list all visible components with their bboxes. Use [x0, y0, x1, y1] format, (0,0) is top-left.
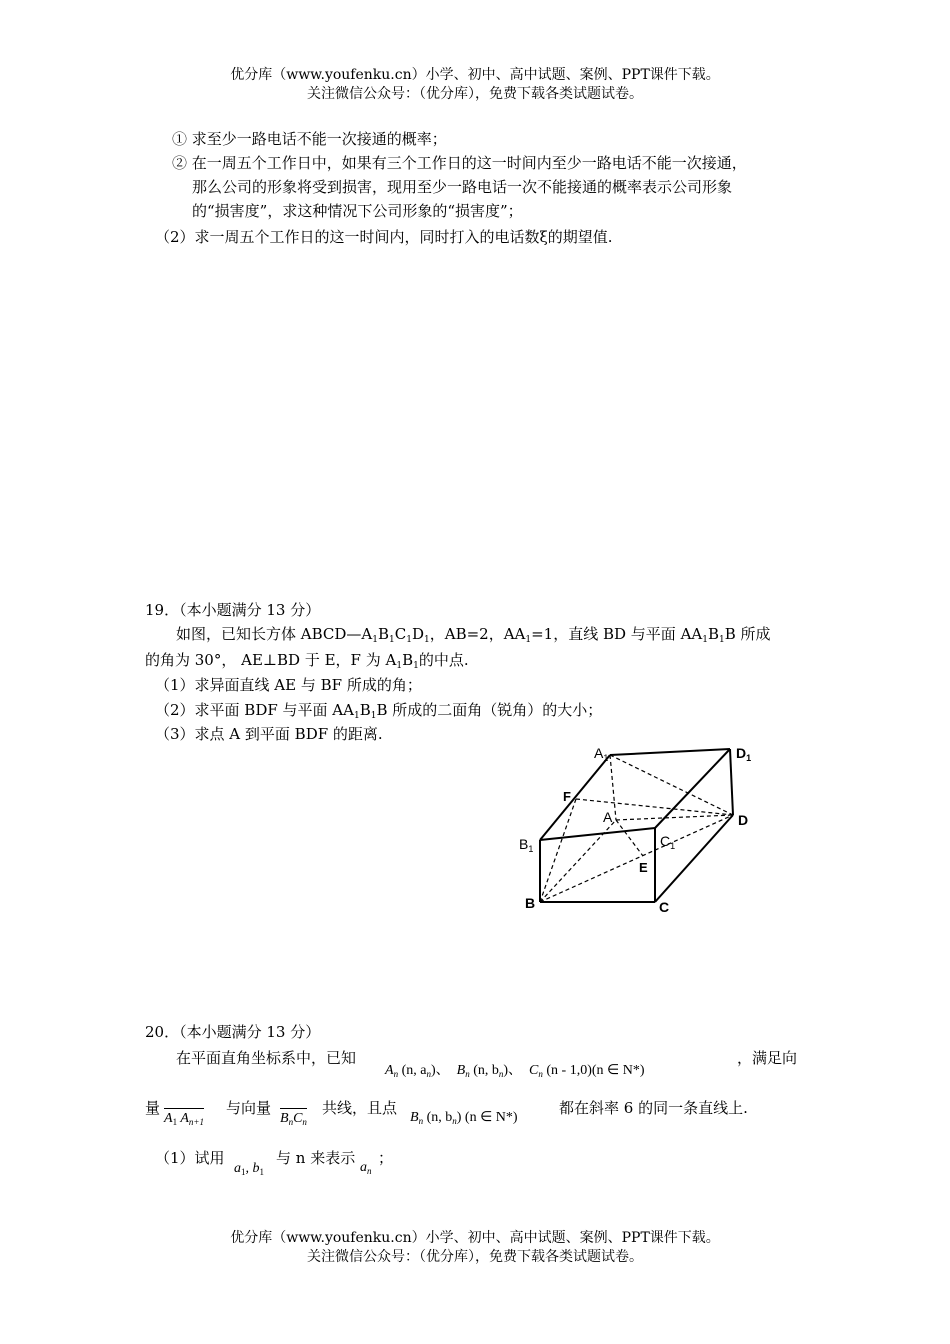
label-D: D	[738, 812, 749, 828]
q19-title: 19．（本小题满分 13 分）	[145, 601, 321, 619]
q20-line-2-a: 量	[145, 1099, 161, 1117]
header-line-2: 关注微信公众号：（优分库），免费下载各类试题试卷。	[307, 86, 643, 102]
q19-part-2: （2）求平面 BDF 与平面 $AA_1B_1B$ 所成的二面角（锐角）的大小；	[155, 701, 603, 721]
edge-A1D1	[610, 749, 730, 755]
label-C1: $C_1$	[660, 833, 676, 851]
q19-body-line-2: 的角为 30°， AE⊥BD 于 E，F 为 $A_1B_1$的中点.	[145, 651, 469, 671]
q18-item-2-line-2: 那么公司的形象将受到损害，现用至少一路电话一次不能接通的概率表示公司形象	[192, 178, 733, 196]
label-B1: $B_1$	[519, 836, 534, 854]
edge-CD	[655, 815, 733, 902]
q20-a1-b1: $a_1$, $b_1$	[234, 1161, 264, 1177]
label-A: A	[603, 809, 613, 825]
q20-an: $a_n$	[360, 1160, 372, 1176]
q20-points-formula: $A_n$ (n, $a_n$)、 $B_n$ (n, $b_n$)、 $C_n$ (n - 1,0)(n ∈ N*)	[385, 1063, 645, 1079]
label-A1: $A_1$	[594, 745, 609, 763]
line-AE	[616, 820, 643, 856]
q18-item-1: ① 求至少一路电话不能一次接通的概率；	[172, 130, 447, 148]
q18-item-2-line-3: 的“损害度”，求这种情况下公司形象的“损害度”；	[192, 202, 523, 220]
q20-line-2-b: 与向量	[226, 1099, 272, 1117]
q19-part-3: （3）求点 A 到平面 BDF 的距离.	[155, 725, 383, 743]
q18-part-2: （2）求一周五个工作日的这一时间内，同时打入的电话数ξ的期望值.	[155, 228, 613, 246]
edge-B1C1	[540, 828, 655, 840]
edge-C1D1	[655, 749, 730, 828]
diag-BD	[540, 815, 733, 902]
q20-title: 20．（本小题满分 13 分）	[145, 1023, 321, 1041]
label-D1: $D_1$	[736, 745, 752, 763]
edge-AD	[616, 815, 733, 820]
cuboid-figure	[500, 735, 770, 920]
footer-line-2: 关注微信公众号：（优分库），免费下载各类试题试卷。	[307, 1249, 643, 1265]
footer-line-1: 优分库（www.youfenku.cn）小学、初中、高中试题、案例、PPT课件下载。	[230, 1230, 720, 1246]
label-E: E	[639, 860, 648, 875]
line-FD	[576, 799, 733, 815]
q20-part-1-c: ；	[378, 1149, 394, 1167]
line-BF	[540, 799, 576, 902]
label-C: C	[659, 899, 670, 915]
q20-line-1-tail: ，满足向	[737, 1049, 798, 1067]
vector-A1An1: $A_1$ $A_{n+1}$	[164, 1108, 204, 1127]
label-F: F	[563, 789, 571, 804]
q20-part-1-b: 与 n 来表示	[276, 1149, 356, 1167]
q18-item-2-line-1: ② 在一周五个工作日中，如果有三个工作日的这一时间内至少一路电话不能一次接通，	[172, 154, 747, 172]
cuboid-solid-edges	[540, 749, 733, 902]
label-B: B	[525, 895, 536, 911]
q20-line-1-text: 在平面直角坐标系中，已知	[176, 1049, 357, 1067]
q20-line-2-c: 共线，且点	[322, 1099, 398, 1117]
q20-line-2-d: 都在斜率 6 的同一条直线上.	[559, 1099, 748, 1117]
q20-point-Bn: $B_n$ (n, $b_n$) (n ∈ N*)	[410, 1110, 518, 1126]
q19-part-1: （1）求异面直线 AE 与 BF 所成的角；	[155, 676, 422, 694]
vector-BnCn: $B_nC_n$	[280, 1108, 307, 1127]
q19-body-line-1: 如图，已知长方体 $ABCD—A_1B_1C_1D_1$，AB=2，$AA_1=1$，直线 BD 与平面 $AA_1B_1B$ 所成	[176, 625, 771, 645]
edge-D1D	[730, 749, 733, 815]
edge-B1A1	[540, 755, 610, 840]
header-line-1: 优分库（www.youfenku.cn）小学、初中、高中试题、案例、PPT课件下载。	[230, 67, 720, 83]
q20-part-1-a: （1）试用	[155, 1149, 225, 1167]
